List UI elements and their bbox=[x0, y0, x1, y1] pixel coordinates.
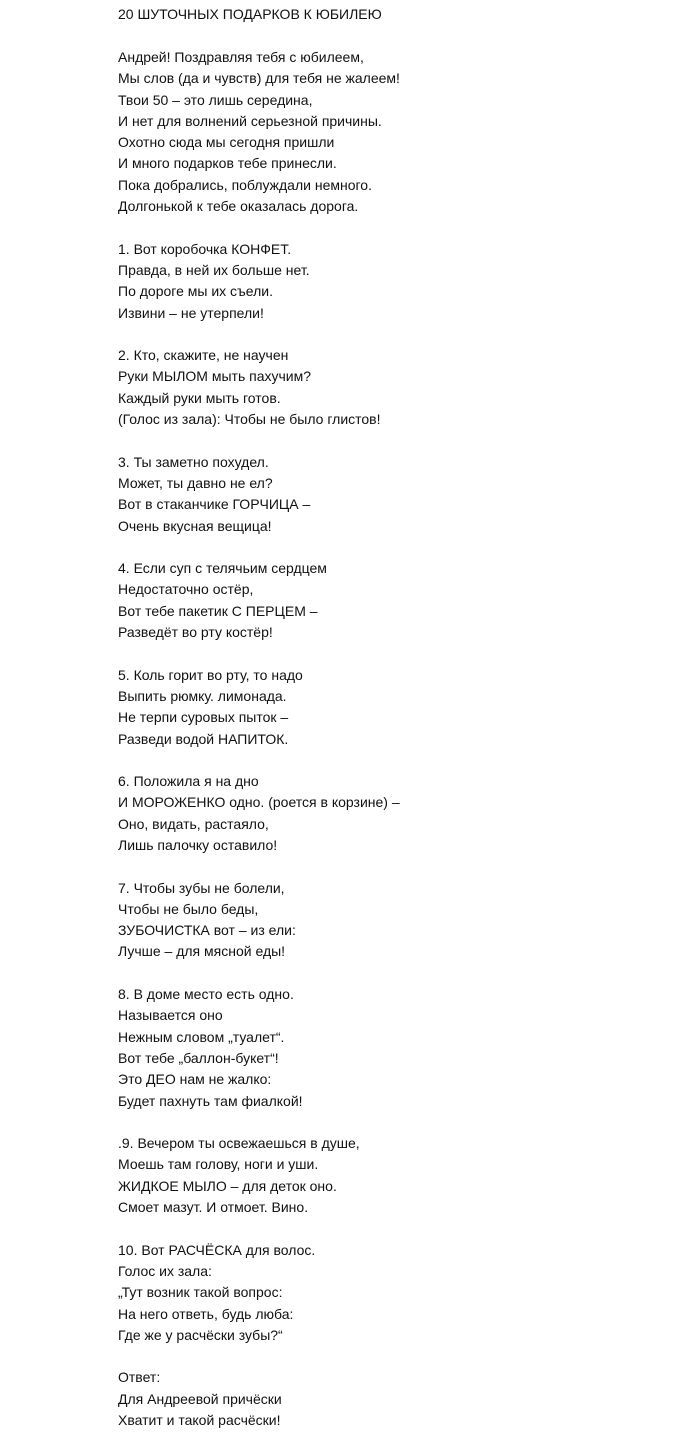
poem-line: 6. Положила я на дно bbox=[118, 773, 259, 790]
poem-line: Для Андреевой причёски bbox=[118, 1390, 282, 1407]
stanza bbox=[118, 47, 400, 217]
poem-line: Руки МЫЛОМ мыть пахучим? bbox=[118, 368, 312, 385]
poem-line: Будет пахнуть там фиалкой! bbox=[118, 1092, 303, 1109]
poem-line: Ответ: bbox=[118, 1369, 161, 1386]
stanza bbox=[118, 771, 400, 856]
poem-line: .9. Вечером ты освежаешься в душе, bbox=[118, 1135, 360, 1152]
poem-line: Моешь там голову, ноги и уши. bbox=[118, 1156, 319, 1173]
poem-line: По дороге мы их съели. bbox=[118, 283, 273, 300]
poem-line: Где же у расчёски зубы?“ bbox=[118, 1326, 283, 1343]
poem-line: 7. Чтобы зубы не болели, bbox=[118, 879, 285, 896]
poem-line: И МОРОЖЕНКО одно. (роется в корзине) – bbox=[118, 794, 400, 811]
stanza bbox=[118, 239, 400, 324]
poem-line: Называется оно bbox=[118, 1007, 223, 1024]
poem-line: ЖИДКОЕ МЫЛО – для деток оно. bbox=[118, 1177, 337, 1194]
poem-line: Это ДЕО нам не жалко: bbox=[118, 1071, 272, 1088]
poem-stanzas bbox=[118, 47, 400, 1453]
poem-line: 3. Ты заметно похудел. bbox=[118, 453, 269, 470]
poem-line: Твои 50 – это лишь середина, bbox=[118, 91, 313, 108]
poem-line: Пока добрались, поблуждали немного. bbox=[118, 176, 372, 193]
poem-line: Охотно сюда мы сегодня пришли bbox=[118, 134, 335, 151]
poem-line: Правда, в ней их больше нет. bbox=[118, 261, 310, 278]
poem-line: Долгонькой к тебе оказалась дорога. bbox=[118, 198, 359, 215]
poem-line: Выпить рюмку. лимонада. bbox=[118, 687, 287, 704]
poem-line: Очень вкусная вещица! bbox=[118, 517, 272, 534]
poem-line: Вот тебе „баллон-букет“! bbox=[118, 1049, 279, 1066]
poem-line: Хватит и такой расчёски! bbox=[118, 1412, 281, 1428]
stanza bbox=[118, 558, 400, 643]
poem-line: 2. Кто, скажите, не научен bbox=[118, 347, 289, 364]
stanza bbox=[118, 1367, 400, 1431]
stanza bbox=[118, 984, 400, 1112]
poem-line: Чтобы не было беды, bbox=[118, 900, 259, 917]
poem-line: 8. В доме место есть одно. bbox=[118, 986, 294, 1003]
poem-line: Разведёт во рту костёр! bbox=[118, 624, 273, 641]
stanza bbox=[118, 345, 400, 430]
poem-line: 10. Вот РАСЧЁСКА для волос. bbox=[118, 1241, 316, 1258]
poem-line: 5. Коль горит во рту, то надо bbox=[118, 666, 303, 683]
poem-line: 4. Если суп с телячьим сердцем bbox=[118, 560, 327, 577]
poem-line: „Тут возник такой вопрос: bbox=[118, 1284, 283, 1301]
stanza bbox=[118, 665, 400, 750]
stanza bbox=[118, 1133, 400, 1218]
document-title: 20 ШУТОЧНЫХ ПОДАРКОВ К ЮБИЛЕЮ bbox=[118, 6, 382, 22]
poem-line: 1. Вот коробочка КОНФЕТ. bbox=[118, 240, 292, 257]
poem-line: ЗУБОЧИСТКА вот – из ели: bbox=[118, 922, 296, 939]
poem-line: Может, ты давно не ел? bbox=[118, 474, 273, 491]
poem-line: Оно, видать, растаяло, bbox=[118, 815, 269, 832]
poem-line: Лучше – для мясной еды! bbox=[118, 943, 286, 960]
poem-line: (Голос из зала): Чтобы не было глистов! bbox=[118, 411, 381, 428]
poem-line: Вот в стаканчике ГОРЧИЦА – bbox=[118, 496, 311, 513]
poem-line: Разведи водой НАПИТОК. bbox=[118, 730, 289, 747]
poem-line: Каждый руки мыть готов. bbox=[118, 389, 281, 406]
stanza bbox=[118, 1240, 400, 1346]
poem-line: Смоет мазут. И отмоет. Вино. bbox=[118, 1199, 309, 1216]
poem-line: И нет для волнений серьезной причины. bbox=[118, 112, 382, 129]
poem-line: И много подарков тебе принесли. bbox=[118, 155, 337, 172]
poem-line: Не терпи суровых пыток – bbox=[118, 709, 289, 726]
poem-line: Вот тебе пакетик С ПЕРЦЕМ – bbox=[118, 602, 318, 619]
poem-line: Лишь палочку оставило! bbox=[118, 836, 278, 853]
poem-line: Недостаточно остёр, bbox=[118, 581, 254, 598]
poem-line: На него ответь, будь люба: bbox=[118, 1305, 294, 1322]
poem-line: Извини – не утерпели! bbox=[118, 304, 264, 321]
stanza bbox=[118, 878, 400, 963]
poem-line: Мы слов (да и чувств) для тебя не жалеем! bbox=[118, 70, 400, 87]
poem-line: Голос их зала: bbox=[118, 1262, 212, 1279]
stanza bbox=[118, 452, 400, 537]
poem-line: Нежным словом „туалет“. bbox=[118, 1028, 285, 1045]
poem-line: Андрей! Поздравляя тебя с юбилеем, bbox=[118, 49, 364, 65]
